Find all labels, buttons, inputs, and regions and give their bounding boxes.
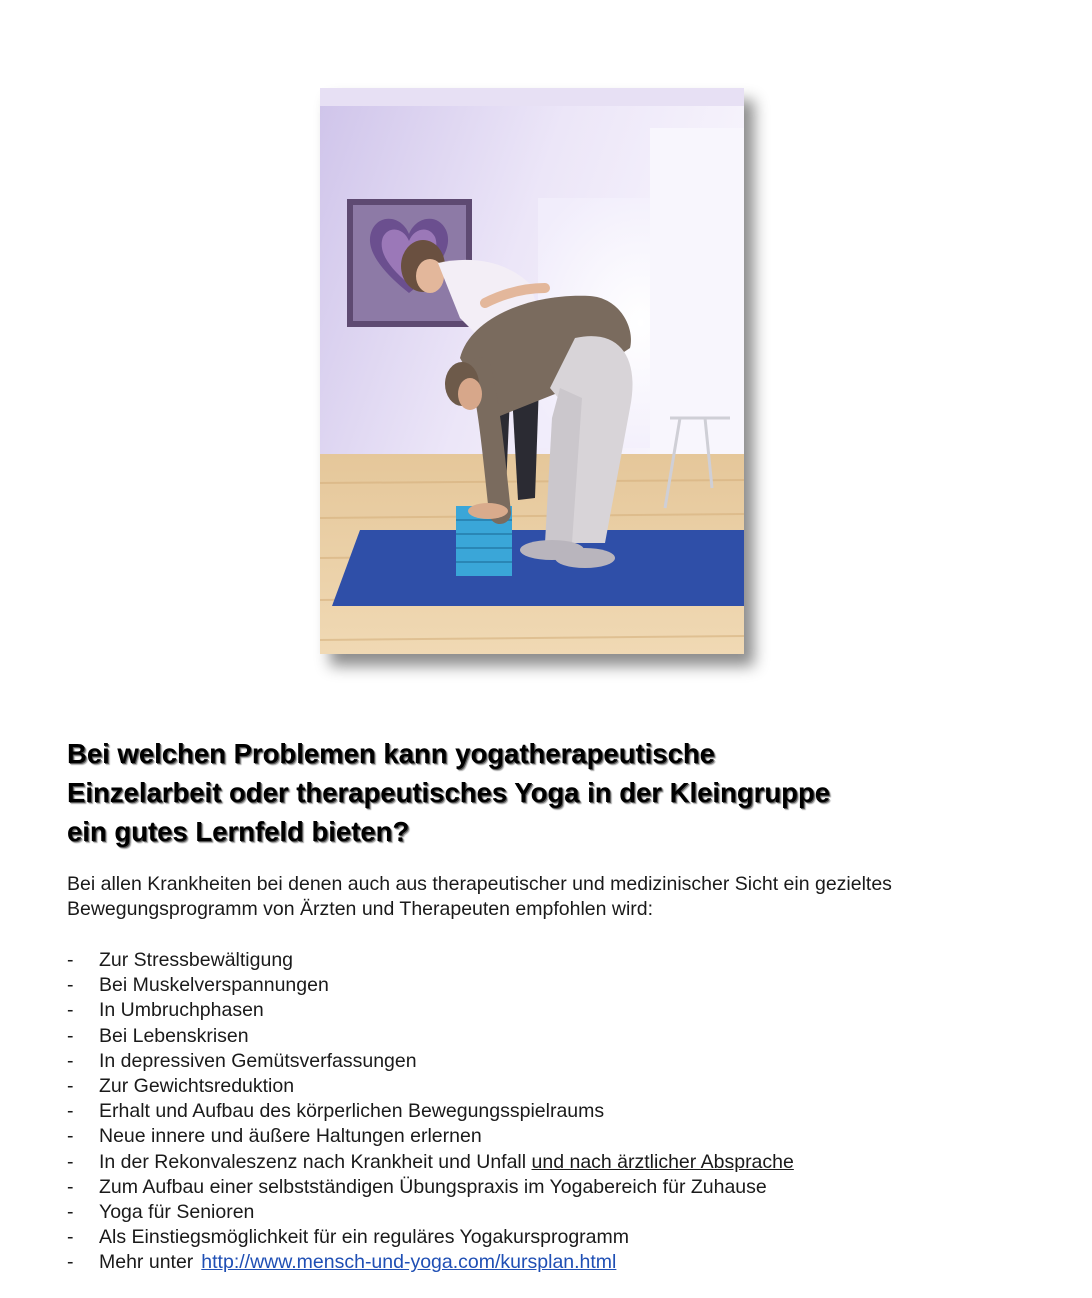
list-item [67, 1175, 794, 1200]
list-item [67, 1074, 794, 1099]
bullet-dash: - [67, 1049, 74, 1072]
intro-line-2: Bewegungsprogramm von Ärzten und Therapeuten empfohlen wird: [67, 898, 654, 920]
list-item-text: Yoga für Senioren [99, 1201, 255, 1224]
intro-line-1: Bei allen Krankheiten bei denen auch aus therapeutischer und medizinischer Sicht ein gezieltes [67, 873, 892, 895]
list-item-text: Bei Lebenskrisen [99, 1024, 249, 1047]
bullet-dash: - [67, 1226, 74, 1249]
bullet-dash: - [67, 1024, 74, 1047]
list-item [67, 973, 794, 998]
list-item-text: Zum Aufbau einer selbstständigen Übungspraxis im Yogabereich für Zuhause [99, 1175, 767, 1198]
list-item-text: Neue innere und äußere Haltungen erlernen [99, 1125, 482, 1148]
bullet-dash: - [67, 999, 74, 1022]
bullet-dash: - [67, 949, 74, 971]
benefits-list [67, 948, 794, 1276]
list-item-text: Als Einstiegsmöglichkeit für ein reguläres Yogakursprogramm [99, 1226, 630, 1249]
yoga-photo-image [320, 88, 744, 654]
yoga-photo [320, 88, 744, 654]
list-item [67, 1124, 794, 1149]
list-item-text: Zur Gewichtsreduktion [99, 1075, 295, 1098]
heading-line-1: Bei welchen Problemen kann yogatherapeutische [67, 738, 715, 769]
list-item [67, 1024, 794, 1049]
bullet-dash: - [67, 1251, 74, 1274]
bullet-dash: - [67, 1175, 74, 1198]
bullet-dash: - [67, 1100, 74, 1123]
heading-line-3: ein gutes Lernfeld bieten? [67, 816, 410, 847]
list-item [67, 948, 794, 973]
page-heading [67, 734, 1027, 851]
list-item-text: Erhalt und Aufbau des körperlichen Bewegungsspielraums [99, 1100, 605, 1123]
list-item [67, 1049, 794, 1074]
list-item [67, 1225, 794, 1250]
list-item-text: Bei Muskelverspannungen [99, 974, 329, 997]
bullet-dash: - [67, 1125, 74, 1148]
bullet-dash: - [67, 1150, 74, 1173]
list-item-text: In depressiven Gemütsverfassungen [99, 1049, 417, 1072]
list-item-text: Mehr unter [99, 1251, 194, 1274]
bullet-dash: - [67, 1201, 74, 1224]
heading-line-2: Einzelarbeit oder therapeutisches Yoga in der Kleingruppe [67, 777, 831, 808]
list-item [67, 1150, 794, 1175]
medical-consultation-note: und nach ärztlicher Absprache [531, 1150, 794, 1173]
list-item-text: In der Rekonvaleszenz nach Krankheit und Unfall [99, 1150, 527, 1173]
list-item-text: In Umbruchphasen [99, 999, 264, 1022]
intro-paragraph [67, 872, 1047, 922]
list-item-text: Zur Stressbewältigung [99, 949, 294, 971]
bullet-dash: - [67, 1075, 74, 1098]
list-item [67, 1200, 794, 1225]
list-item [67, 1250, 794, 1275]
kursplan-link[interactable]: http://www.mensch-und-yoga.com/kursplan.html [201, 1251, 617, 1274]
list-item [67, 998, 794, 1023]
list-item [67, 1099, 794, 1124]
bullet-dash: - [67, 974, 74, 997]
